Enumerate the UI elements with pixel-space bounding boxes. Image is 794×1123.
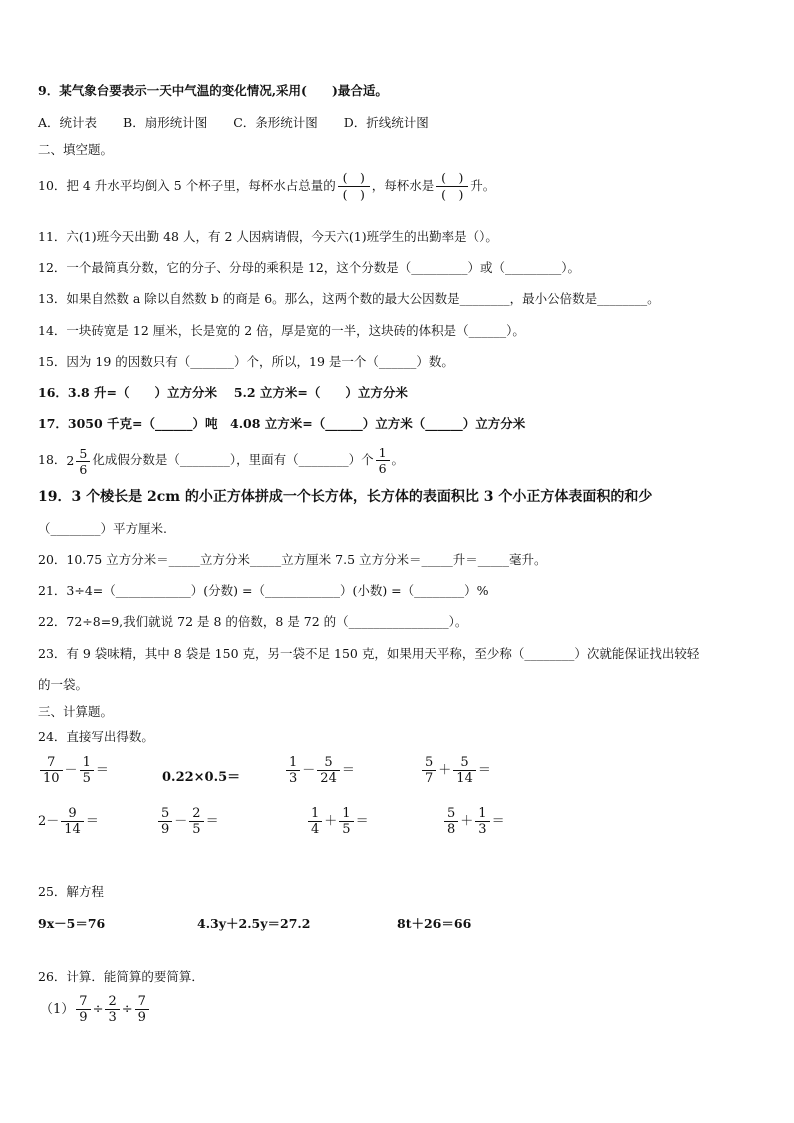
q23-line-2: 的一袋。 (38, 677, 89, 692)
den: 14 (456, 771, 473, 786)
q12: 12．一个最简真分数，它的分子、分母的乘积是 12，这个分数是（_________）或（_________）。 (38, 260, 581, 275)
q18-fraction-den: 6 (79, 461, 88, 477)
q18-fraction-num: 5 (76, 446, 90, 462)
den: 14 (64, 822, 81, 837)
q22: 22．72÷8=9,我们就说 72 是 8 的倍数，8 是 72 的（________________）。 (38, 614, 468, 629)
q18-unit-num: 1 (376, 445, 390, 461)
den: 5 (192, 822, 201, 837)
q18-number: 18． (38, 452, 67, 467)
q24-item-8 (442, 806, 505, 837)
q25-equation-2: 4.3y＋2.5y＝27.2 (197, 916, 311, 931)
den: 10 (43, 771, 60, 786)
q14: 14．一块砖宽是 12 厘米，长是宽的 2 倍，厚是宽的一半，这块砖的体积是（______）。 (38, 323, 525, 338)
operator: － (174, 814, 188, 829)
operator: ＋ (460, 814, 474, 829)
q9-text: 9．某气象台要表示一天中气温的变化情况,采用( )最合适。 (38, 83, 388, 98)
den: 9 (137, 1010, 146, 1025)
q20: 20．10.75 立方分米＝_____立方分米_____立方厘米 7.5 立方分米＝_____升＝_____毫升。 (38, 552, 547, 567)
operator: － (64, 763, 78, 778)
num: 1 (475, 806, 489, 822)
den: 3 (289, 771, 298, 786)
q10-part-b: ，每杯水是 (371, 178, 435, 193)
equals: ＝ (341, 763, 355, 778)
num: 2 (189, 806, 203, 822)
num: 5 (453, 755, 476, 771)
q24-item-7 (306, 806, 369, 837)
q9-options (38, 115, 429, 131)
den: 24 (320, 771, 337, 786)
num: 5 (422, 755, 436, 771)
prefix: 2－ (38, 814, 60, 829)
den: 3 (478, 822, 487, 837)
num: 7 (76, 994, 90, 1010)
q10-fraction-1: $\frac{( )}{( )}$ (338, 170, 370, 203)
section-3-heading: 三、计算题。 (38, 704, 114, 719)
den: 3 (108, 1010, 117, 1025)
operator: ÷ (92, 1002, 104, 1017)
q19-line-2: （________）平方厘米. (38, 521, 167, 536)
q24-title: 24．直接写出得数。 (38, 729, 154, 744)
q18-unit-fraction (376, 445, 390, 476)
equals: ＝ (95, 763, 109, 778)
q10 (38, 164, 495, 208)
q13: 13．如果自然数 a 除以自然数 b 的商是 6。那么，这两个数的最大公因数是________，最小公倍数是________。 (38, 291, 660, 306)
equals: ＝ (491, 814, 505, 829)
q25-title: 25．解方程 (38, 884, 104, 899)
num: 2 (105, 994, 119, 1010)
q26-title: 26．计算．能简算的要简算． (38, 969, 204, 984)
q26-label: （1） (40, 1002, 75, 1017)
q9-option-d: D．折线统计图 (343, 115, 429, 130)
q18-fraction (76, 446, 90, 477)
q18-whole: 2 (66, 452, 75, 468)
q24-item-4 (420, 755, 491, 786)
num: 1 (339, 806, 353, 822)
den: 7 (425, 771, 434, 786)
q26-expression (40, 994, 151, 1025)
q18-unit-den: 6 (378, 461, 387, 476)
q18-end: 。 (391, 452, 405, 467)
q10-part-a: 10．把 4 升水平均倒入 5 个杯子里，每杯水占总量的 (38, 178, 336, 193)
equals: ＝ (85, 814, 99, 829)
q24-item-6 (156, 806, 219, 837)
operator: － (302, 763, 316, 778)
num: 5 (158, 806, 172, 822)
q21: 21．3÷4=（____________）(分数) =（____________）(小数) =（________）% (38, 583, 489, 598)
den: 9 (161, 822, 170, 837)
num: 5 (444, 806, 458, 822)
operator: ＋ (324, 814, 338, 829)
equals: ＝ (205, 814, 219, 829)
den: 5 (342, 822, 351, 837)
section-2-heading: 二、填空题。 (38, 142, 114, 157)
q18 (38, 440, 404, 481)
q11: 11．六(1)班今天出勤 48 人，有 2 人因病请假，今天六(1)班学生的出勤率是（）。 (38, 229, 498, 244)
q24-item-3 (284, 755, 355, 786)
q10-fraction-2: $\frac{( )}{( )}$ (436, 170, 468, 203)
q18-text: 化成假分数是（________），里面有（________）个 (92, 452, 374, 467)
q24-item-2: 0.22×0.5＝ (162, 770, 241, 785)
operator: ÷ (121, 1002, 133, 1017)
q9-option-c: C．条形统计图 (233, 115, 318, 130)
num: 7 (40, 755, 63, 771)
q9-option-a: A．统计表 (38, 115, 98, 130)
num: 9 (61, 806, 84, 822)
q23-line-1: 23．有 9 袋味精，其中 8 袋是 150 克，另一袋不足 150 克，如果用天平称，至少称（________）次就能保证找出较轻 (38, 646, 700, 661)
q19-line-1: 19．3 个棱长是 2cm 的小正方体拼成一个长方体，长方体的表面积比 3 个小正方体表面积的和少 (38, 489, 653, 505)
den: 5 (82, 771, 91, 786)
q9-option-b: B．扇形统计图 (123, 115, 208, 130)
num: 1 (286, 755, 300, 771)
num: 1 (80, 755, 94, 771)
num: 1 (308, 806, 322, 822)
num: 5 (317, 755, 340, 771)
num: 7 (135, 994, 149, 1010)
operator: ＋ (438, 763, 452, 778)
den: 9 (79, 1010, 88, 1025)
equals: ＝ (477, 763, 491, 778)
q25-equation-3: 8t＋26＝66 (397, 916, 472, 931)
q15: 15．因为 19 的因数只有（_______）个，所以，19 是一个（______）数。 (38, 354, 454, 369)
q16: 16．3.8 升=（ ）立方分米 5.2 立方米=（ ）立方分米 (38, 385, 408, 400)
q24-item-5 (38, 806, 99, 837)
q10-part-c: 升。 (470, 178, 496, 193)
den: 4 (311, 822, 320, 837)
q18-mixed-number (66, 441, 92, 481)
q25-equation-1: 9x－5＝76 (38, 916, 106, 931)
den: 8 (447, 822, 456, 837)
q17: 17．3050 千克=（______）吨 4.08 立方米=（______）立方米（______）立方分米 (38, 416, 526, 431)
equals: ＝ (355, 814, 369, 829)
q24-item-1 (38, 755, 109, 786)
